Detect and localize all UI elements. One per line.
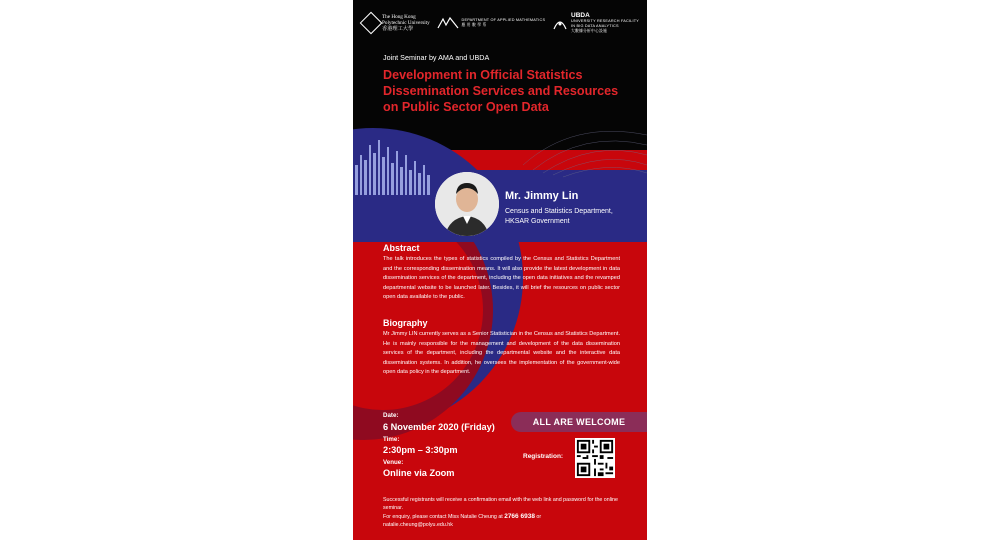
time-label: Time: (383, 436, 400, 443)
date-label: Date: (383, 412, 399, 419)
enquiry-note (383, 513, 633, 529)
biography-heading: Biography (383, 318, 428, 328)
ubda-arc-icon (552, 15, 568, 31)
polyu-seal-icon (360, 12, 383, 35)
date-value: 6 November 2020 (Friday) (383, 422, 495, 432)
title-line-1: Development in Official Statistics (383, 68, 583, 82)
time-value: 2:30pm – 3:30pm (383, 445, 458, 455)
data-skyline-graphic (353, 125, 647, 195)
title-line-3: on Public Sector Open Data (383, 100, 549, 114)
venue-value: Online via Zoom (383, 468, 455, 478)
speaker-name: Mr. Jimmy Lin (505, 190, 579, 202)
ama-wave-icon (437, 16, 459, 30)
ubda-sub-line1: UNIVERSITY RESEARCH FACILITY (571, 19, 639, 23)
all-welcome-banner: ALL ARE WELCOME (511, 412, 647, 432)
registration-qr-code-icon[interactable] (575, 438, 615, 478)
joint-seminar-label: Joint Seminar by AMA and UBDA (383, 53, 490, 62)
enquiry-phone: 2766 6938 (504, 513, 535, 520)
enquiry-prefix: For enquiry, please contact Miss Natalie Cheung at (383, 514, 505, 520)
ubda-name: UBDA (571, 12, 590, 19)
speaker-portrait-icon (435, 172, 499, 236)
registration-label: Registration: (523, 453, 564, 460)
biography-text: Mr Jimmy LIN currently serves as a Senior Statistician in the Census and Statistics Department. He is mainly responsible for the management and development of the data dissemination services of the department, including the departmental website and the interactive data dissemination systems. In addition, he oversees the implementation of the government-wide open data policy in the department. (383, 331, 620, 376)
ubda-sub-line2: IN BIG DATA ANALYTICS (571, 24, 619, 28)
ama-name-cn: 應 用 數 學 系 (461, 23, 487, 27)
logo-bar (363, 11, 639, 35)
polyu-name-line1: The Hong Kong (382, 14, 416, 20)
seminar-title (383, 67, 633, 115)
polyu-name-cn: 香港理工大學 (382, 26, 414, 32)
ubda-name-cn: 大數據分析中心設施 (571, 29, 607, 33)
title-line-2: Dissemination Services and Resources (383, 84, 619, 98)
confirmation-note: Successful registrants will receive a confirmation email with the web link and password for the online seminar. (383, 497, 618, 511)
enquiry-or: or (534, 514, 542, 520)
ama-name: DEPARTMENT OF APPLIED MATHEMATICS (461, 18, 546, 22)
seminar-poster (353, 0, 647, 540)
abstract-heading: Abstract (383, 243, 420, 253)
affiliation-line-1: Census and Statistics Department, (505, 208, 613, 215)
polyu-logo (363, 14, 430, 32)
enquiry-email[interactable]: natalie.cheung@polyu.edu.hk (383, 522, 453, 528)
speaker-affiliation (505, 207, 645, 226)
affiliation-line-2: HKSAR Government (505, 217, 570, 225)
speaker-photo (435, 172, 499, 236)
ama-logo (437, 16, 546, 30)
venue-label: Venue: (383, 459, 404, 466)
ubda-logo (552, 12, 639, 34)
abstract-text: The talk introduces the types of statistics compiled by the Census and Statistics Department and the corresponding dissemination means. It will also provide the latest development in data dissemination services of the department, including the open data initiatives and the revamped departmental website to be launched later. Besides, it will brief the resources on public sector open data available to the public. (383, 256, 620, 301)
polyu-name-line2: Polytechnic University (382, 20, 430, 26)
